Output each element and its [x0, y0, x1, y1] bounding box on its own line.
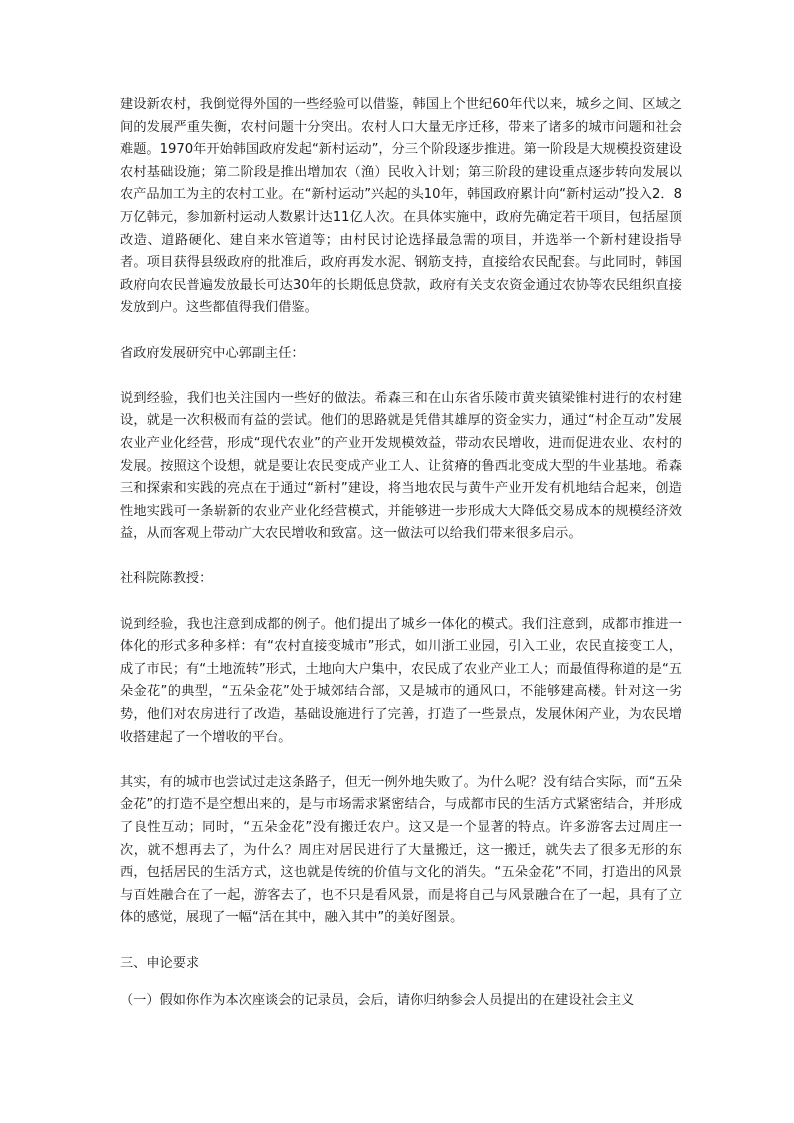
paragraph-xisen-experience: 说到经验，我们也关注国内一些好的做法。希森三和在山东省乐陵市黄夹镇梁锥村进行的农村建设，就是一次积极而有益的尝试。他们的思路就是凭借其雄厚的资金实力，通过“村企互动”发展农业产业化经营，形成“现代农业”的产业开发规模效益，带动农民增收，进而促进农业、农村的发展。按照这个设想，就是要让农民变成产业工人、让贫瘠的鲁西北变成大型的牛业基地。希森三和探索和实践的亮点在于通过“新村”建设，将当地农民与黄牛产业开发有机地结合起来，创造性地实践可一条崭新的农业产业化经营模式，并能够进一步形成大大降低交易成本的规模经济效益，从而客观上带动广大农民增收和致富。这一做法可以给我们带来很多启示。 [120, 390, 682, 542]
paragraph-korea-experience: 建设新农村，我倒觉得外国的一些经验可以借鉴，韩国上个世纪60年代以来，城乡之间、区域之间的发展严重失衡，农村问题十分突出。农村人口大量无序迁移，带来了诸多的城市问题和社会难题。1970年开始韩国政府发起“新村运动”，分三个阶段逐步推进。第一阶段是大规模投资建设农村基础设施；第二阶段是推出增加农（渔）民收入计划；第三阶段的建设重点逐步转向发展以农产品加工为主的农村工业。在“新村运动”兴起的头10年，韩国政府累计向“新村运动”投入2．8万亿韩元，参加新村运动人数累计达11亿人次。在具体实施中，政府先确定若干项目，包括屋顶改造、道路硬化、建自来水管道等；由村民讨论选择最急需的项目，并选举一个新村建设指导者。项目获得县级政府的批准后，政府再发水泥、钢筋支持，直接给农民配套。与此同时，韩国政府向农民普遍发放最长可达30年的长期低息贷款，政府有关支农资金通过农协等农民组织直接发放到户。这些都值得我们借鉴。 [120, 97, 683, 316]
speaker-chen: 社科院陈教授： [120, 571, 213, 587]
speaker-guo: 省政府发展研究中心郭副主任： [120, 345, 305, 361]
paragraph-chengdu-experience: 说到经验，我也注意到成都的例子。他们提出了城乡一体化的模式。我们注意到，成都市推进一体化的形式多种多样：有“农村直接变城市”形式，如川浙工业园，引入工业，农民直接变工人，成了市民；有“土地流转”形式，土地向大户集中，农民成了农业产业工人；而最值得称道的是“五朵金花”的典型，“五朵金花”处于城郊结合部，又是城市的通风口，不能够建高楼。针对这一劣势，他们对农房进行了改造，基础设施进行了完善，打造了一些景点，发展休闲产业，为农民增收搭建起了一个增收的平台。 [120, 616, 682, 745]
paragraph-five-flowers: 其实，有的城市也尝试过走这条路子，但无一例外地失败了。为什么呢？没有结合实际，而“五朵金花”的打造不是空想出来的，是与市场需求紧密结合，与成都市民的生活方式紧密结合，并形成了良性互动；同时，“五朵金花”没有搬迁农户。这又是一个显著的特点。许多游客去过周庄一次，就不想再去了，为什么？周庄对居民进行了大量搬迁，这一搬迁，就失去了很多无形的东西，包括居民的生活方式，这也就是传统的价值与文化的消失。“五朵金花”不同，打造出的风景与百姓融合在了一起，游客去了，也不只是看风景，而是将自己与风景融合在了一起，具有了立体的感觉，展现了一幅“活在其中，融入其中”的美好图景。 [120, 774, 682, 926]
section-heading-requirements: 三、申论要求 [120, 955, 200, 971]
requirement-item-1: （一）假如你作为本次座谈会的记录员，会后，请你归纳参会人员提出的在建设社会主义 [120, 993, 635, 1009]
document-page [120, 94, 682, 1013]
